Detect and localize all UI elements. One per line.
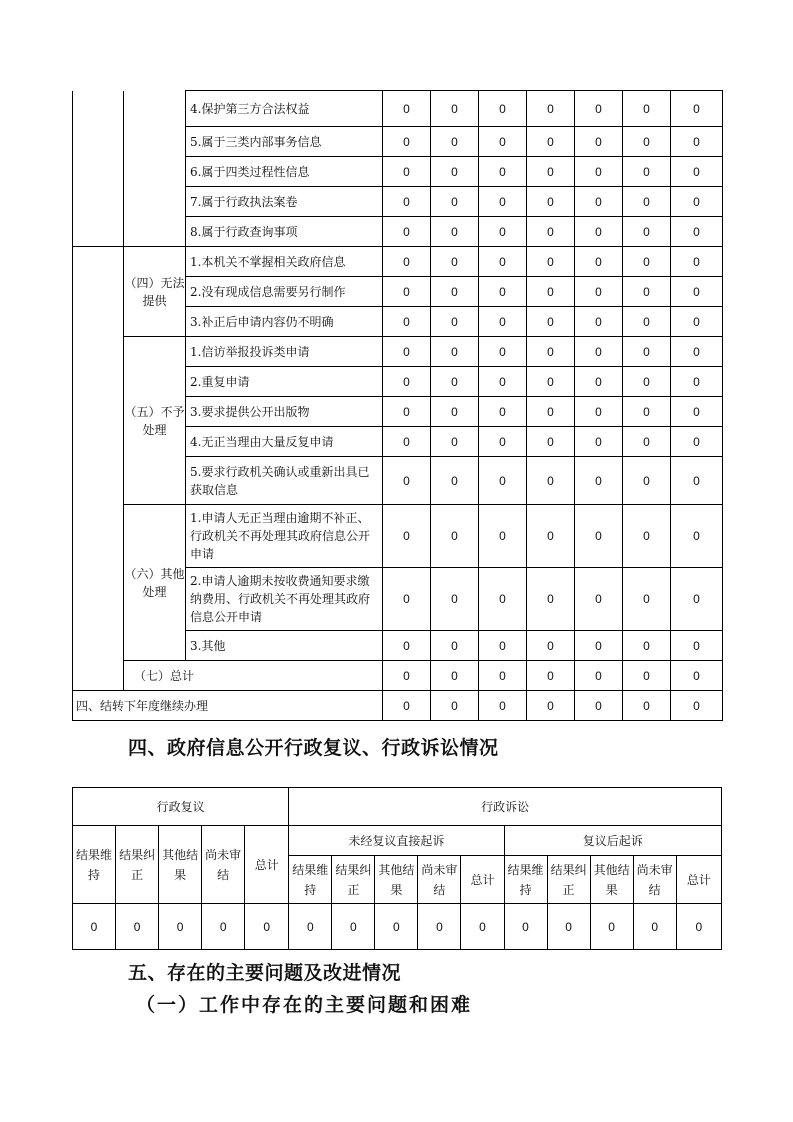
header-direct-suit: 未经复议直接起诉: [289, 826, 504, 856]
value-cell: 0: [245, 904, 289, 950]
value-cell: 0: [383, 217, 431, 247]
value-cell: 0: [383, 457, 431, 505]
value-cell: 0: [431, 217, 479, 247]
value-cell: 0: [671, 457, 723, 505]
value-cell: 0: [671, 91, 723, 127]
value-cell: 0: [623, 457, 671, 505]
header-after-review-suit: 复议后起诉: [504, 826, 722, 856]
value-cell: 0: [575, 217, 623, 247]
group-label-group4: （四）无法提供: [124, 247, 186, 337]
direct-total-header: 总计: [461, 856, 504, 904]
value-cell: 0: [623, 217, 671, 247]
value-cell: 0: [383, 157, 431, 187]
row-label: 1.申请人无正当理由逾期不补正、行政机关不再处理其政府信息公开申请: [186, 505, 383, 568]
value-cell: 0: [527, 277, 575, 307]
row-label: 3.其他: [186, 631, 383, 661]
value-cell: 0: [383, 307, 431, 337]
direct-upheld-header: 结果维持: [289, 856, 332, 904]
outer-group-cell: [73, 91, 124, 247]
value-cell: 0: [431, 691, 479, 721]
value-cell: 0: [116, 904, 159, 950]
carry-over-label: 四、结转下年度继续办理: [73, 691, 383, 721]
value-cell: 0: [623, 505, 671, 568]
value-cell: 0: [479, 661, 527, 691]
direct-pending-header: 尚未审结: [418, 856, 461, 904]
row-label: 5.要求行政机关确认或重新出具已获取信息: [186, 457, 383, 505]
value-cell: 0: [479, 247, 527, 277]
value-cell: 0: [527, 631, 575, 661]
value-cell: 0: [527, 337, 575, 367]
value-cell: 0: [375, 904, 418, 950]
value-cell: 0: [575, 661, 623, 691]
value-cell: 0: [623, 427, 671, 457]
value-cell: 0: [431, 277, 479, 307]
value-cell: 0: [575, 91, 623, 127]
value-cell: 0: [527, 367, 575, 397]
after-other-header: 其他结果: [590, 856, 633, 904]
row-label: 1.本机关不掌握相关政府信息: [186, 247, 383, 277]
value-cell: 0: [73, 904, 116, 950]
value-cell: 0: [431, 307, 479, 337]
value-cell: 0: [527, 127, 575, 157]
value-cell: 0: [575, 631, 623, 661]
value-cell: 0: [431, 91, 479, 127]
value-cell: 0: [671, 691, 723, 721]
value-cell: 0: [431, 631, 479, 661]
application-handling-table: [72, 90, 723, 721]
row-label: 1.信访举报投诉类申请: [186, 337, 383, 367]
value-cell: 0: [527, 661, 575, 691]
value-cell: 0: [479, 691, 527, 721]
value-cell: 0: [479, 307, 527, 337]
row-label: 2.重复申请: [186, 367, 383, 397]
value-cell: 0: [479, 337, 527, 367]
value-cell: 0: [575, 187, 623, 217]
value-cell: 0: [527, 691, 575, 721]
value-cell: 0: [383, 247, 431, 277]
value-cell: 0: [671, 367, 723, 397]
value-cell: 0: [504, 904, 547, 950]
value-cell: 0: [418, 904, 461, 950]
value-cell: 0: [575, 505, 623, 568]
value-cell: 0: [479, 505, 527, 568]
value-cell: 0: [159, 904, 202, 950]
value-cell: 0: [676, 904, 721, 950]
value-cell: 0: [383, 127, 431, 157]
table-row: [73, 247, 723, 277]
row-label: 2.申请人逾期未按收费通知要求缴纳费用、行政机关不再处理其政府信息公开申请: [186, 568, 383, 631]
value-cell: 0: [575, 691, 623, 721]
value-cell: 0: [623, 127, 671, 157]
value-cell: 0: [431, 247, 479, 277]
table-row: [73, 691, 723, 721]
header-admin-litigation: 行政诉讼: [289, 788, 722, 826]
value-cell: 0: [431, 337, 479, 367]
value-cell: 0: [383, 661, 431, 691]
value-cell: 0: [633, 904, 676, 950]
value-cell: 0: [623, 397, 671, 427]
value-cell: 0: [527, 91, 575, 127]
row-label: 3.要求提供公开出版物: [186, 397, 383, 427]
value-cell: 0: [431, 187, 479, 217]
value-cell: 0: [479, 427, 527, 457]
row-label: 3.补正后申请内容仍不明确: [186, 307, 383, 337]
group-label-group6: （六）其他处理: [124, 505, 186, 661]
value-cell: 0: [527, 427, 575, 457]
section-heading-review-litigation: 四、政府信息公开行政复议、行政诉讼情况: [128, 737, 499, 759]
value-cell: 0: [623, 91, 671, 127]
value-cell: 0: [479, 631, 527, 661]
value-cell: 0: [671, 661, 723, 691]
value-cell: 0: [527, 397, 575, 427]
value-cell: 0: [479, 91, 527, 127]
row-label: 2.没有现成信息需要另行制作: [186, 277, 383, 307]
subsection-heading-main-problems: （一）工作中存在的主要问题和困难: [136, 994, 473, 1016]
value-cell: 0: [575, 277, 623, 307]
value-cell: 0: [479, 127, 527, 157]
table-row: [73, 505, 723, 568]
table-row: [73, 91, 723, 127]
direct-corrected-header: 结果纠正: [332, 856, 375, 904]
value-cell: 0: [431, 157, 479, 187]
value-cell: 0: [671, 427, 723, 457]
value-cell: 0: [527, 217, 575, 247]
value-cell: 0: [575, 397, 623, 427]
after-pending-header: 尚未审结: [633, 856, 676, 904]
value-cell: 0: [623, 277, 671, 307]
value-cell: 0: [623, 568, 671, 631]
value-cell: 0: [527, 568, 575, 631]
value-cell: 0: [575, 367, 623, 397]
value-cell: 0: [479, 397, 527, 427]
value-cell: 0: [479, 187, 527, 217]
value-cell: 0: [431, 127, 479, 157]
value-cell: 0: [383, 277, 431, 307]
review-corrected-header: 结果纠正: [116, 826, 159, 904]
value-cell: 0: [623, 631, 671, 661]
value-cell: 0: [575, 337, 623, 367]
value-cell: 0: [479, 277, 527, 307]
value-cell: 0: [623, 337, 671, 367]
review-pending-header: 尚未审结: [202, 826, 245, 904]
value-cell: 0: [479, 217, 527, 247]
row-label: 8.属于行政查询事项: [186, 217, 383, 247]
total-label: （七）总计: [124, 661, 383, 691]
value-cell: 0: [623, 307, 671, 337]
value-cell: 0: [383, 427, 431, 457]
value-cell: 0: [671, 217, 723, 247]
value-cell: 0: [431, 397, 479, 427]
value-cell: 0: [383, 505, 431, 568]
value-cell: 0: [479, 367, 527, 397]
value-cell: 0: [527, 457, 575, 505]
value-cell: 0: [383, 187, 431, 217]
value-cell: 0: [671, 247, 723, 277]
value-cell: 0: [332, 904, 375, 950]
value-cell: 0: [383, 337, 431, 367]
row-label: 4.无正当理由大量反复申请: [186, 427, 383, 457]
row-label: 5.属于三类内部事务信息: [186, 127, 383, 157]
value-cell: 0: [383, 691, 431, 721]
value-cell: 0: [461, 904, 504, 950]
value-cell: 0: [671, 187, 723, 217]
outer-group-cell: [73, 247, 124, 691]
row-label: 7.属于行政执法案卷: [186, 187, 383, 217]
value-cell: 0: [431, 427, 479, 457]
value-cell: 0: [383, 568, 431, 631]
group-cell-continued: [124, 91, 186, 247]
header-admin-review: 行政复议: [73, 788, 289, 826]
value-cell: 0: [431, 505, 479, 568]
value-cell: 0: [671, 127, 723, 157]
value-cell: 0: [383, 91, 431, 127]
value-cell: 0: [527, 505, 575, 568]
value-cell: 0: [575, 307, 623, 337]
review-total-header: 总计: [245, 826, 289, 904]
value-cell: 0: [527, 307, 575, 337]
value-cell: 0: [671, 397, 723, 427]
value-cell: 0: [575, 247, 623, 277]
value-cell: 0: [383, 631, 431, 661]
value-cell: 0: [590, 904, 633, 950]
value-cell: 0: [431, 661, 479, 691]
value-cell: 0: [431, 367, 479, 397]
direct-other-header: 其他结果: [375, 856, 418, 904]
review-litigation-table: [72, 787, 722, 950]
value-cell: 0: [623, 691, 671, 721]
value-cell: 0: [671, 631, 723, 661]
value-cell: 0: [575, 568, 623, 631]
value-cell: 0: [431, 568, 479, 631]
value-cell: 0: [575, 157, 623, 187]
value-cell: 0: [671, 505, 723, 568]
value-cell: 0: [479, 157, 527, 187]
value-cell: 0: [527, 157, 575, 187]
value-cell: 0: [623, 661, 671, 691]
after-upheld-header: 结果维持: [504, 856, 547, 904]
row-label: 4.保护第三方合法权益: [186, 91, 383, 127]
review-other-header: 其他结果: [159, 826, 202, 904]
after-total-header: 总计: [676, 856, 721, 904]
value-cell: 0: [575, 457, 623, 505]
value-cell: 0: [547, 904, 590, 950]
review-upheld-header: 结果维持: [73, 826, 116, 904]
value-cell: 0: [202, 904, 245, 950]
value-cell: 0: [479, 457, 527, 505]
value-cell: 0: [671, 307, 723, 337]
value-cell: 0: [623, 247, 671, 277]
value-cell: 0: [431, 457, 479, 505]
after-corrected-header: 结果纠正: [547, 856, 590, 904]
value-cell: 0: [623, 187, 671, 217]
value-cell: 0: [671, 568, 723, 631]
value-cell: 0: [479, 568, 527, 631]
value-cell: 0: [623, 157, 671, 187]
value-cell: 0: [289, 904, 332, 950]
value-cell: 0: [383, 367, 431, 397]
value-cell: 0: [383, 397, 431, 427]
section-heading-problems: 五、存在的主要问题及改进情况: [128, 962, 402, 984]
value-cell: 0: [671, 337, 723, 367]
value-cell: 0: [527, 247, 575, 277]
table-row: [73, 661, 723, 691]
value-cell: 0: [671, 157, 723, 187]
value-cell: 0: [527, 187, 575, 217]
value-cell: 0: [671, 277, 723, 307]
value-cell: 0: [623, 367, 671, 397]
value-cell: 0: [575, 127, 623, 157]
row-label: 6.属于四类过程性信息: [186, 157, 383, 187]
value-cell: 0: [575, 427, 623, 457]
group-label-group5: （五）不予处理: [124, 337, 186, 505]
table-row: [73, 337, 723, 367]
